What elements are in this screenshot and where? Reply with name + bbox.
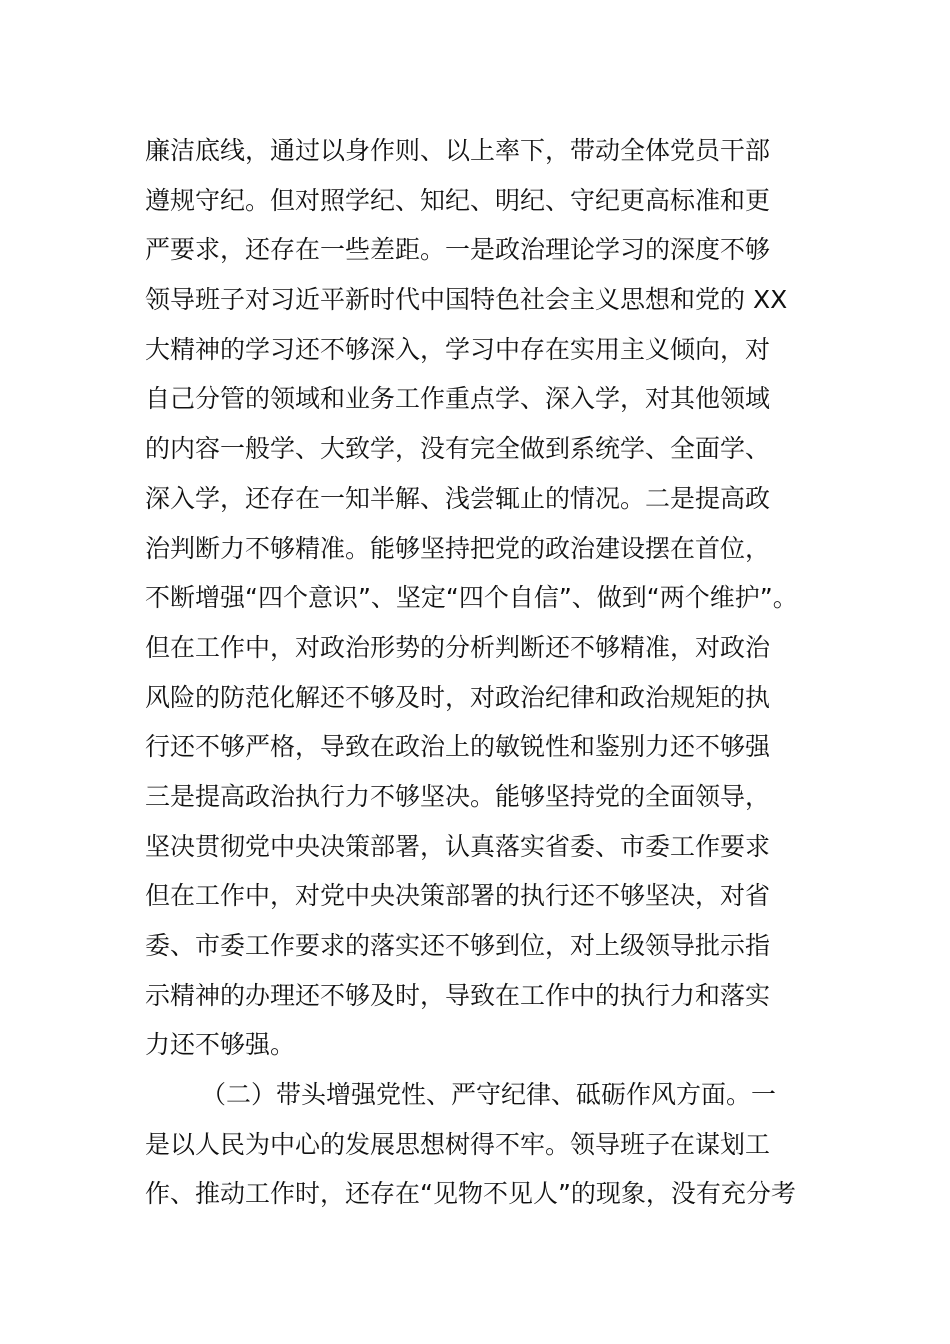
text-line-11: 但在工作中，对政治形势的分析判断还不够精准，对政治 — [145, 632, 771, 662]
section-heading-line: （二）带头增强党性、严守纪律、砥砺作风方面。一 — [201, 1080, 777, 1110]
text-line-6: 自己分管的领域和业务工作重点学、深入学，对其他领域 — [145, 384, 771, 414]
text-line-13: 行还不够严格，导致在政治上的敏锐性和鉴别力还不够强 — [145, 732, 771, 762]
text-line-17: 委、市委工作要求的落实还不够到位，对上级领导批示指 — [145, 931, 771, 960]
text-line-19: 力还不够强。 — [145, 1030, 296, 1060]
text-line-18: 示精神的办理还不够及时，导致在工作中的执行力和落实 — [145, 980, 771, 1010]
text-line-15: 坚决贯彻党中央决策部署，认真落实省委、市委工作要求 — [145, 831, 771, 861]
text-line-12: 风险的防范化解还不够及时，对政治纪律和政治规矩的执 — [145, 682, 771, 712]
body-text — [145, 126, 810, 1219]
text-line-5: 大精神的学习还不够深入，学习中存在实用主义倾向，对 — [145, 334, 771, 364]
text-line-22: 作、推动工作时，还存在“见物不见人”的现象，没有充分考 — [145, 1179, 796, 1209]
text-line-1: 廉洁底线，通过以身作则、以上率下，带动全体党员干部 — [145, 136, 771, 165]
text-line-3: 严要求，还存在一些差距。一是政治理论学习的深度不够 — [145, 235, 771, 265]
text-line-10: 不断增强“四个意识”、坚定“四个自信”、做到“两个维护”。 — [145, 583, 798, 613]
text-line-7: 的内容一般学、大致学，没有完全做到系统学、全面学、 — [145, 434, 771, 464]
text-line-4: 领导班子对习近平新时代中国特色社会主义思想和党的 XX — [145, 285, 788, 315]
text-line-2: 遵规守纪。但对照学纪、知纪、明纪、守纪更高标准和更 — [145, 185, 771, 215]
text-line-14: 三是提高政治执行力不够坚决。能够坚持党的全面领导， — [145, 781, 771, 811]
text-line-9: 治判断力不够精准。能够坚持把党的政治建设摆在首位， — [145, 533, 771, 563]
text-line-16: 但在工作中，对党中央决策部署的执行还不够坚决，对省 — [145, 881, 771, 911]
text-line-8: 深入学，还存在一知半解、浅尝辄止的情况。二是提高政 — [145, 483, 771, 513]
text-line-21: 是以人民为中心的发展思想树得不牢。领导班子在谋划工 — [145, 1129, 771, 1159]
